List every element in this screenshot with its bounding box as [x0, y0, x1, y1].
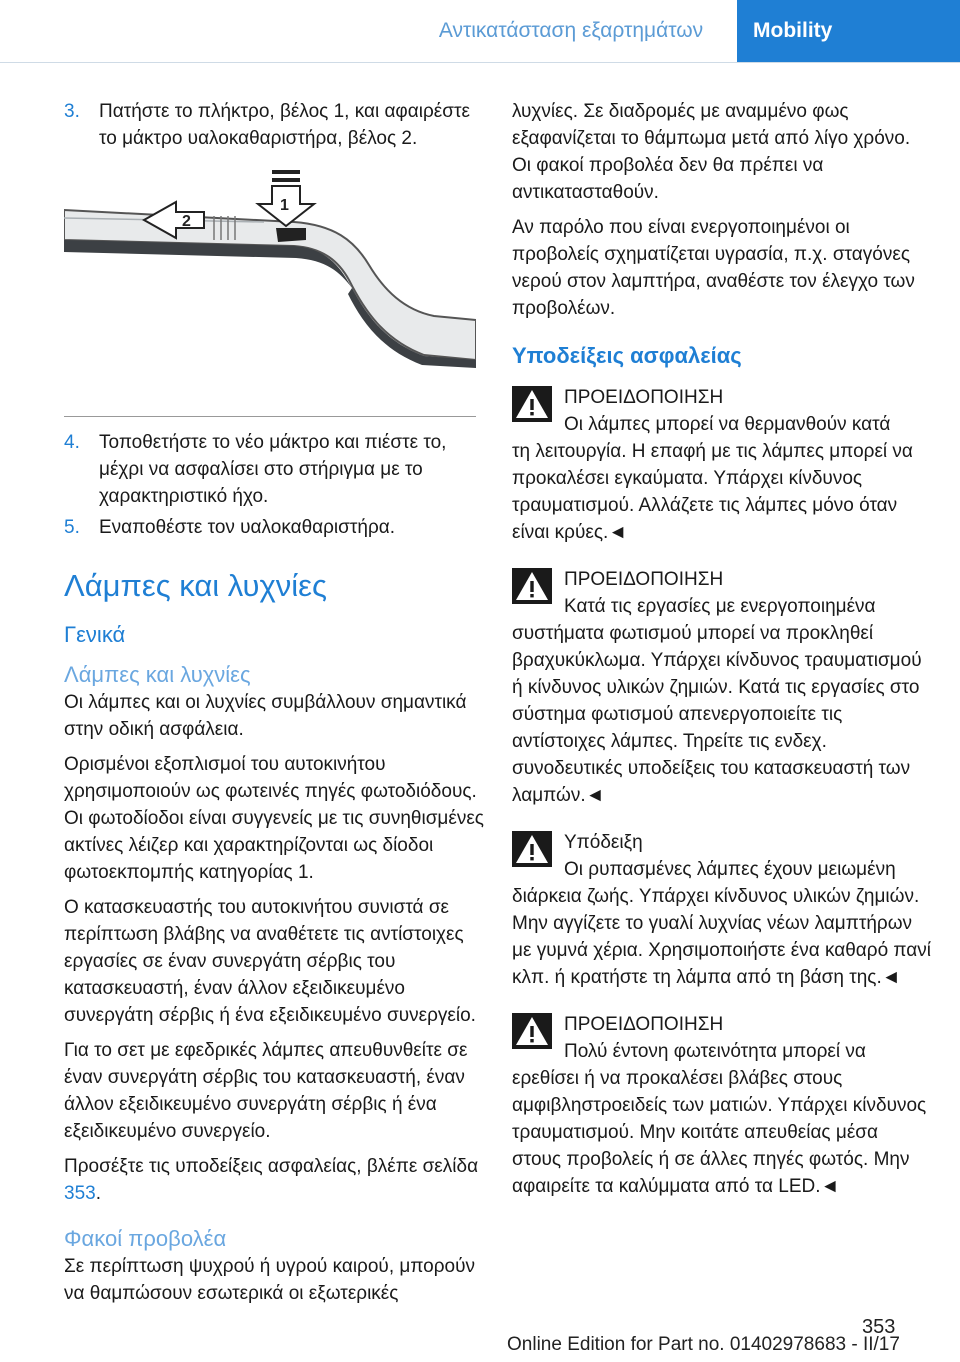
right-column: [512, 98, 932, 1220]
warning-text: συστήματα φωτισμού μπορεί να προκληθεί βραχυκύκλωμα. Υπάρχει κίνδυνος τραυματισμού ή κίνδυνος υλικών ζημιών. Κατά τις εργασίες στο σύστημα φωτισμού απενεργοποιείτε τις αντίστοιχες λάμπες. Τηρείτε τις ενδεχ. συνοδευτικές υποδείξεις του κατασκευαστή των λαμπών.◄: [512, 623, 922, 806]
warning-triangle-icon: [512, 1013, 552, 1049]
warning-block: [512, 566, 932, 809]
warning-triangle-icon: [512, 568, 552, 604]
wiper-blade-figure: [64, 170, 476, 394]
paragraph: Σε περίπτωση ψυχρού ή υγρού καιρού, μπορούν να θαμπώσουν εσωτερικά οι εξωτερικές: [64, 1256, 476, 1304]
notice-head: Υπόδειξη: [564, 832, 643, 853]
warning-head: ΠΡΟΕΙΔΟΠΟΙΗΣΗ: [564, 387, 724, 408]
header-divider: [0, 62, 960, 63]
paragraph: Ο κατασκευαστής του αυτοκινήτου συνιστά σε περίπτωση βλάβης να αναθέτετε τις αντίστοιχες εργασίες σε έναν συνεργάτη σέρβις του κατασκευαστή, έναν άλλον εξειδικευμένο συνεργάτη σέρβις ή ένα εξειδικευμένο συνεργείο.: [64, 897, 476, 1026]
step-number: 5.: [64, 517, 80, 538]
notice-block: [512, 829, 932, 991]
warning-triangle-icon: [512, 386, 552, 422]
arrow-1-label: 1: [280, 197, 289, 214]
reference-end: .: [95, 1183, 101, 1204]
page-number: 353: [862, 1316, 896, 1338]
warning-first-line: Οι λάμπες μπορεί να θερμανθούν κατά: [564, 414, 891, 435]
step-text: Πατήστε το πλήκτρο, βέλος 1, και αφαιρέστε το μάκτρο υαλοκαθαριστήρα, βέλος 2.: [99, 101, 470, 149]
wiper-illustration: [64, 170, 476, 394]
warning-head: ΠΡΟΕΙΔΟΠΟΙΗΣΗ: [564, 1014, 724, 1035]
reference-text: Προσέξτε τις υποδείξεις ασφαλείας, βλέπε σελίδα: [64, 1156, 479, 1177]
warning-head: ΠΡΟΕΙΔΟΠΟΙΗΣΗ: [564, 569, 724, 590]
warning-triangle-icon: [512, 831, 552, 867]
header-chapter-tab: Mobility: [737, 0, 960, 62]
step-number: 4.: [64, 432, 80, 453]
paragraph: Αν παρόλο που είναι ενεργοποιημένοι οι προβολείς σχηματίζεται υγρασία, π.χ. σταγόνες νερού στον λαμπτήρα, αναθέστε τον έλεγχο των προβολέων.: [512, 217, 915, 319]
paragraph: Οι λάμπες και οι λυχνίες συμβάλλουν σημαντικά στην οδική ασφάλεια.: [64, 692, 467, 740]
figure-divider: [64, 416, 476, 417]
notice-text: διάρκεια ζωής. Υπάρχει κίνδυνος υλικών ζημιών. Μην αγγίζετε το γυαλί λυχνίας νέων λαμπτήρων με γυμνά χέρια. Χρησιμοποιήστε ένα καθαρό πανί κλπ. ή κρατήστε τη λάμπα από τη βάση της.◄: [512, 886, 931, 988]
warning-first-line: Πολύ έντονη φωτεινότητα μπορεί να: [564, 1041, 866, 1062]
warning-text: τη λειτουργία. Η επαφή με τις λάμπες μπορεί να προκαλέσει εγκαύματα. Υπάρχει κίνδυνος τραυματισμού. Αλλάζετε τις λάμπες μόνο όταν είναι κρύες.◄: [512, 441, 913, 543]
section-title: Λάμπες και λυχνίες: [64, 568, 327, 603]
section-subtitle: Γενικά: [64, 622, 126, 647]
step-5: [64, 514, 486, 541]
step-3: [64, 98, 486, 152]
header-section-title: Αντικατάσταση εξαρτημάτων: [438, 19, 704, 42]
paragraph: λυχνίες. Σε διαδρομές με αναμμένο φως εξαφανίζεται το θάμπωμα μετά από λίγο χρόνο. Οι φακοί προβολέα δεν θα πρέπει να αντικατασταθούν.: [512, 101, 911, 203]
sub-heading: Λάμπες και λυχνίες: [64, 662, 251, 687]
warning-text: ερεθίσει ή να προκαλέσει βλάβες στους αμφιβληστροειδείς των ματιών. Υπάρχει κίνδυνος τραυματισμού. Μην κοιτάτε απευθείας μέσα στους προβολείς ή σε άλλες πηγές φωτός. Μην αφαιρείτε τα καλύμματα από τα LED.◄: [512, 1068, 927, 1197]
step-4: [64, 429, 486, 510]
arrow-2-label: 2: [182, 213, 191, 230]
warning-first-line: Κατά τις εργασίες με ενεργοποιημένα: [564, 596, 876, 617]
page-reference-link[interactable]: 353: [64, 1183, 96, 1204]
notice-first-line: Οι ρυπασμένες λάμπες έχουν μειωμένη: [564, 859, 896, 880]
safety-reference-paragraph: [64, 1153, 486, 1207]
step-number: 3.: [64, 101, 80, 122]
left-column: [64, 98, 486, 1315]
step-text: Τοποθετήστε το νέο μάκτρο και πιέστε το, μέχρι να ασφαλίσει στο στήριγμα με το χαρακτηριστικό ήχο.: [99, 432, 447, 507]
safety-heading: Υποδείξεις ασφαλείας: [512, 343, 742, 368]
edition-footer: Online Edition for Part no. 01402978683 - II/17: [507, 1334, 900, 1355]
warning-block: [512, 1011, 932, 1200]
warning-block: [512, 384, 932, 546]
paragraph: Για το σετ με εφεδρικές λάμπες απευθυνθείτε σε έναν συνεργάτη σέρβις του κατασκευαστή, έναν άλλον εξειδικευμένο συνεργάτη σέρβις ή ένα εξειδικευμένο συνεργείο.: [64, 1040, 468, 1142]
paragraph: Ορισμένοι εξοπλισμοί του αυτοκινήτου χρησιμοποιούν ως φωτεινές πηγές φωτοδιόδους. Οι φωτοδίοδοι είναι συγγενείς με τις συνηθισμένες ακτίνες λέιζερ και χαρακτηρίζονται ως δίοδοι φωτοεκπομπής κατηγορίας 1.: [64, 754, 484, 883]
lens-heading: Φακοί προβολέα: [64, 1226, 227, 1251]
step-text: Εναποθέστε τον υαλοκαθαριστήρα.: [99, 517, 396, 538]
